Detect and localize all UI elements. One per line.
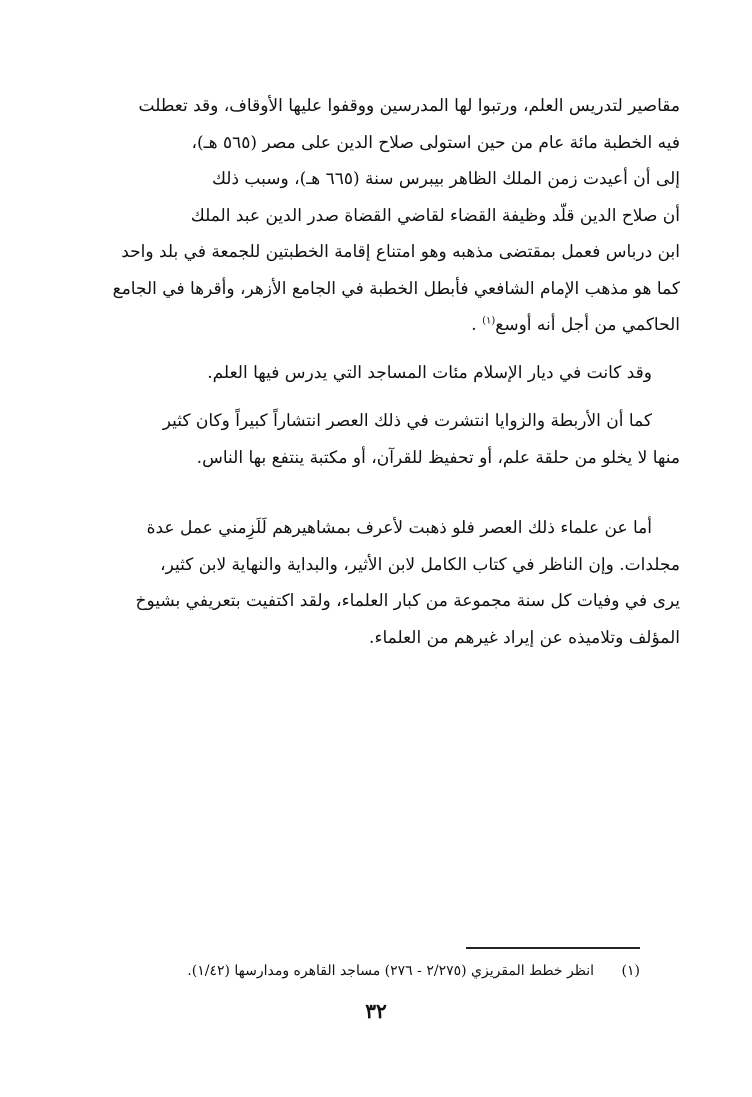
footnote (120, 957, 640, 985)
text-line: منها لا يخلو من حلقة علم، أو تحفيظ للقرآن، أو مكتبة ينتفع بها الناس. (196, 447, 680, 468)
text-line: كما هو مذهب الإمام الشافعي فأبطل الخطبة في الجامع الأزهر، وأقرها في الجامع (112, 278, 680, 299)
text-line: المؤلف وتلاميذه عن إيراد غيرهم من العلماء. (369, 627, 680, 648)
text-line-content: الحاكمي من أجل أنه أوسع (495, 315, 680, 335)
text-line: وقد كانت في ديار الإسلام مئات المساجد التي يدرس فيها العلم. (207, 363, 652, 383)
text-line: إلى أن أعيدت زمن الملك الظاهر بيبرس سنة (٦٦٥ هـ)، وسبب ذلك (211, 169, 680, 189)
footnote-number: (١) (621, 963, 640, 979)
text-line: فيه الخطبة مائة عام من حين استولى صلاح الدين على مصر (٥٦٥ هـ)، (191, 132, 680, 153)
paragraph-scholars (70, 510, 680, 656)
footnote-text: انظر خطط المقريزي (٢/٢٧٥ - ٢٧٦) مساجد القاهره ومدارسها (١/٤٢). (187, 963, 594, 979)
text-line: مقاصير لتدريس العلم، ورتبوا لها المدرسين ووقفوا عليها الأوقاف، وقد تعطلت (138, 96, 680, 116)
text-line: يرى في وفيات كل سنة مجموعة من كبار العلماء، ولقد اكتفيت بتعريفي بشيوخ (135, 591, 680, 611)
text-line: أن صلاح الدين قلّد وظيفة القضاء لقاضي القضاة صدر الدين عبد الملك (190, 205, 680, 226)
page-number: ٣٢ (365, 999, 387, 1023)
sentence-end: . (471, 315, 483, 335)
text-line: أما عن علماء ذلك العصر فلو ذهبت لأعرف بمشاهيرهم لَلَزِمني عمل عدة (146, 518, 652, 538)
footnote-reference[interactable]: (١) (482, 315, 496, 327)
text-line-last (70, 307, 680, 344)
text-line: ابن درباس فعمل بمقتضى مذهبه وهو امتناع إقامة الخطبتين للجمعة في بلد واحد (121, 242, 680, 262)
footnote-divider (466, 947, 640, 949)
text-line: كما أن الأربطة والزوايا انتشرت في ذلك العصر انتشاراً كبيراً وكان كثير (162, 411, 652, 431)
paragraph-ribats (70, 403, 680, 476)
paragraph-mosque-history (70, 88, 680, 344)
text-line: مجلدات. وإن الناظر في كتاب الكامل لابن الأثير، والبداية والنهاية لابن كثير، (160, 554, 680, 575)
paragraph-mosques (70, 355, 680, 392)
